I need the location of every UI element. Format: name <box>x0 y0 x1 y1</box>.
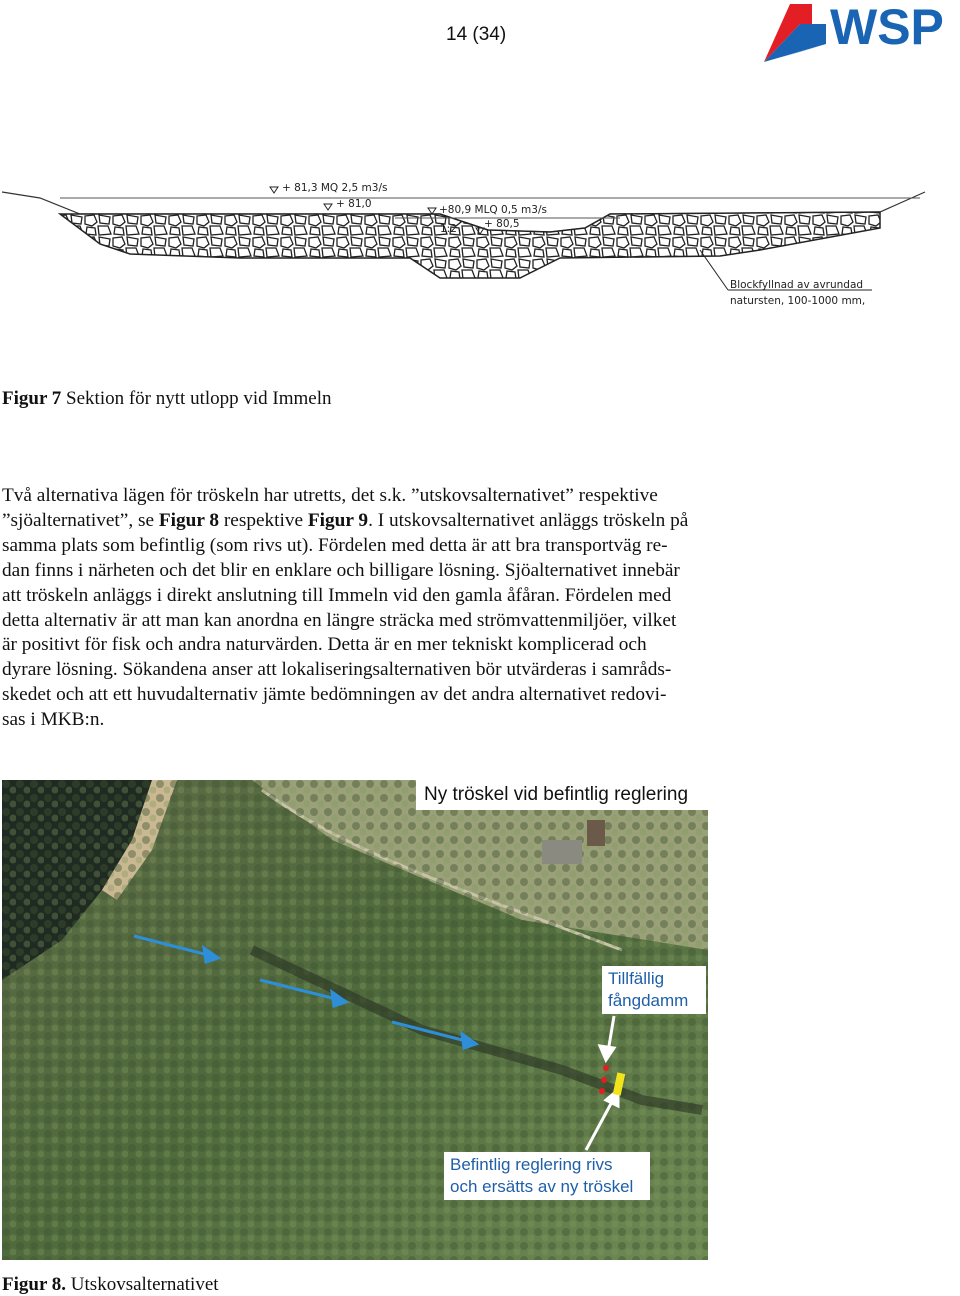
cross-section-drawing <box>0 170 960 320</box>
body-paragraph <box>2 484 782 733</box>
text-line: skedet och att ett huvudalternativ jämte bedömningen av det andra alternativet redovi- <box>2 684 667 706</box>
text: respektive <box>219 509 308 531</box>
label-mq: + 81,3 MQ 2,5 m3/s <box>282 182 388 194</box>
note-line2: natursten, 100-1000 mm, <box>730 295 866 307</box>
label-line: fångdamm <box>608 991 689 1010</box>
label-line: och ersätts av ny tröskel <box>450 1177 634 1196</box>
text-line: samma plats som befintlig (som rivs ut). Fördelen med detta är att bra transportväg re- <box>2 534 668 556</box>
caption-text: Sektion för nytt utlopp vid Immeln <box>61 388 332 409</box>
text-line: är positivt för fisk och andra naturvärden. Detta är en mer tekniskt komplicerad och <box>2 634 647 656</box>
text: ”sjöalternativet”, se <box>2 509 159 531</box>
map-title-label: Ny tröskel vid befintlig reglering <box>416 780 708 810</box>
page-number: 14 (34) <box>446 24 507 45</box>
existing-regulation-label <box>444 1152 650 1200</box>
figure-8-caption <box>2 1274 219 1296</box>
label-crest: + 81,0 <box>336 198 372 210</box>
note-line1: Blockfyllnad av avrundad <box>730 279 864 291</box>
text-line: sas i MKB:n. <box>2 709 105 731</box>
label-bottom: + 80,5 <box>484 218 520 230</box>
caption-label: Figur 8. <box>2 1274 67 1295</box>
text-line: att tröskeln anläggs i direkt anslutning till Immeln vid den gamla åfåran. Fördelen med <box>2 584 672 606</box>
label-line: Tillfällig <box>608 969 665 988</box>
figure-ref: Figur 9 <box>307 509 369 531</box>
text: . I utskovsalternativet anläggs tröskeln på <box>368 509 689 531</box>
temporary-dam-label <box>602 966 706 1014</box>
figure-ref: Figur 8 <box>158 509 220 531</box>
caption-text: Utskovsalternativet <box>66 1274 219 1295</box>
label-mlq: +80,9 MLQ 0,5 m3/s <box>439 204 547 216</box>
label-slope: 1:2 <box>440 223 457 235</box>
caption-label: Figur 7 <box>2 388 62 409</box>
label-line: Befintlig reglering rivs <box>450 1155 613 1174</box>
aerial-photo <box>2 780 708 1260</box>
wsp-logo <box>760 0 960 64</box>
svg-text:WSP: WSP <box>830 0 944 55</box>
text-line: dyrare lösning. Sökandena anser att lokaliseringsalternativen bör utvärderas i samråds- <box>2 659 672 681</box>
text-line: detta alternativ är att man kan anordna en längre sträcka med strömvattenmiljöer, vilket <box>2 609 677 631</box>
text-line: dan finns i närheten och det blir en enklare och billigare lösning. Sjöalternativet innebär <box>2 559 680 581</box>
figure-7-caption <box>2 388 332 410</box>
text-line: Två alternativa lägen för tröskeln har utretts, det s.k. ”utskovsalternativet” respektive <box>2 485 658 506</box>
text-line <box>2 509 782 534</box>
